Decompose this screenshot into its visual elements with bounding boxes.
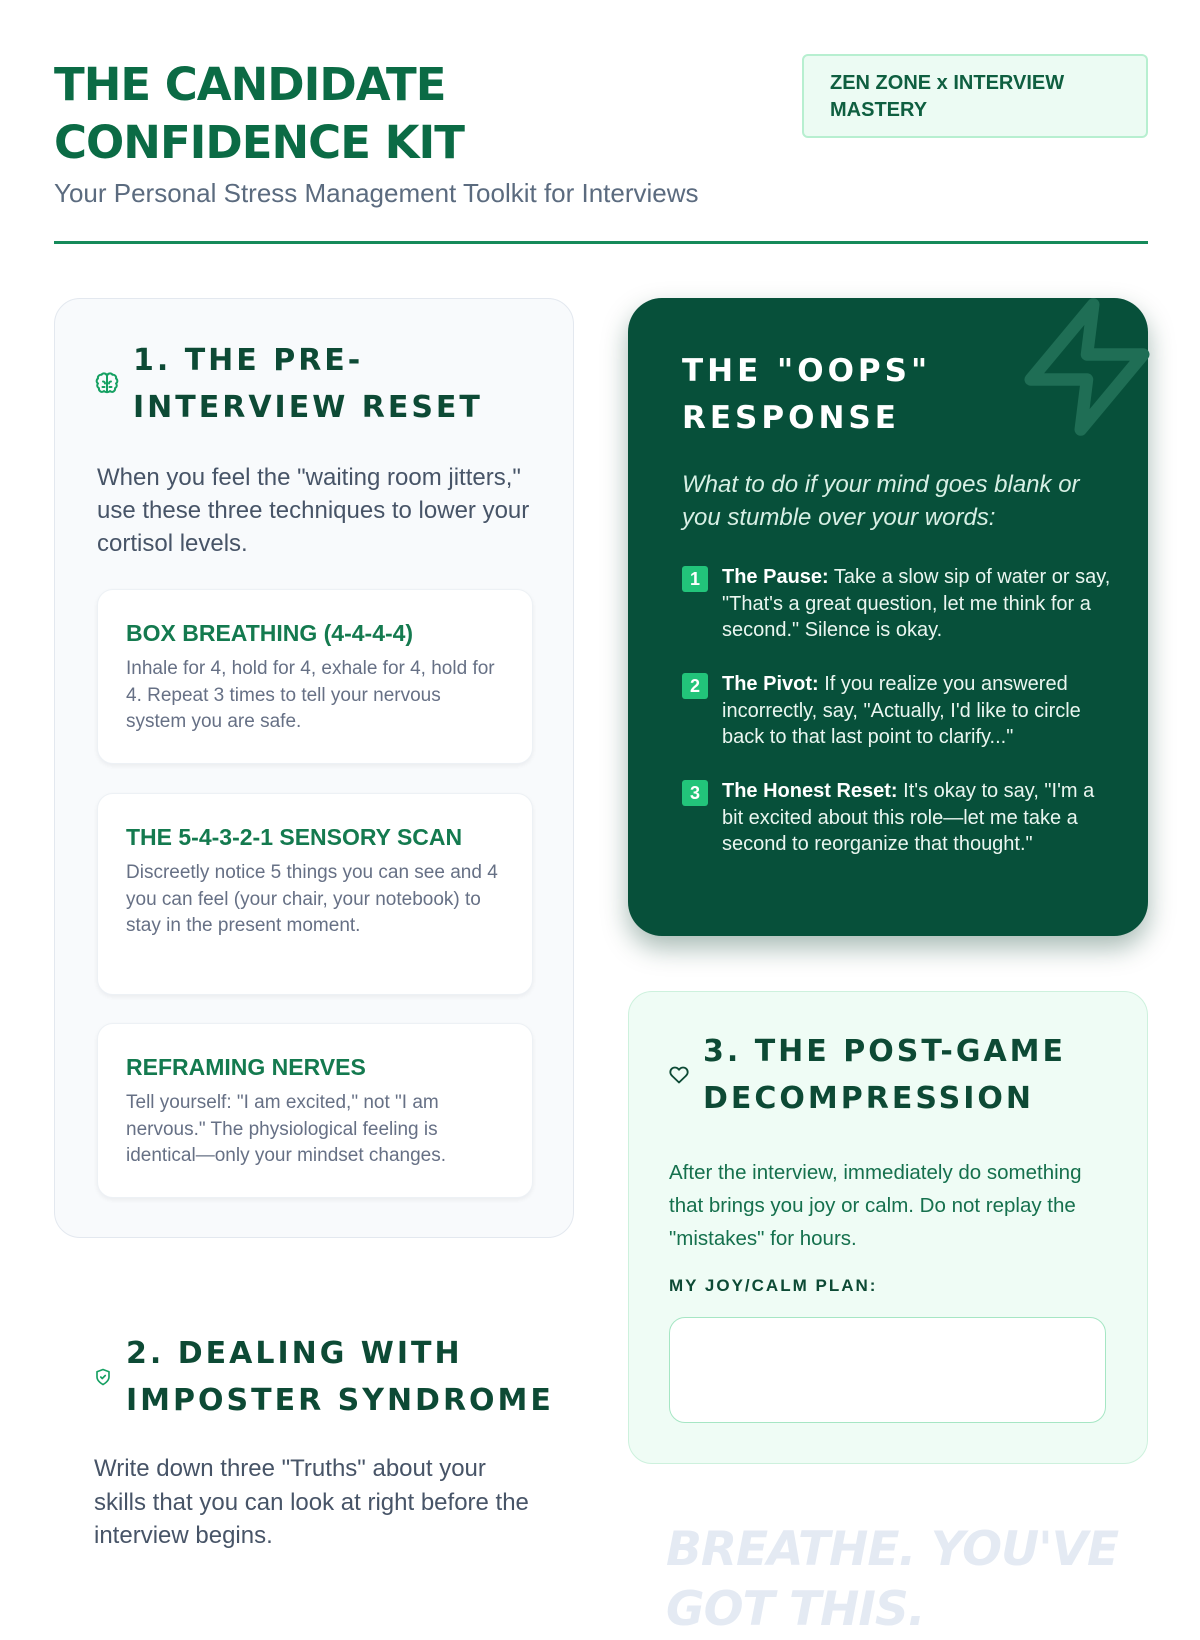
watermark-line1: BREATHE. YOU'VE (666, 1522, 1119, 1577)
step-description: Take a slow sip of water or say, "That's a great question, let me think for a second." Silence is okay. (722, 566, 1111, 642)
step-description: It's okay to say, "I'm a bit excited about this role—let me take a second to reorganize that thought." (722, 780, 1095, 856)
brand-badge (802, 54, 1148, 138)
technique-title: REFRAMING NERVES (126, 1054, 366, 1080)
oops-step (682, 671, 1112, 751)
pre-interview-reset-heading (95, 337, 483, 431)
imposter-syndrome-title-line1: 2. DEALING WITH (126, 1336, 463, 1371)
step-label: The Pivot: (722, 673, 819, 695)
step-text (722, 778, 1112, 858)
step-number-badge: 1 (682, 566, 708, 592)
page-title-line2: CONFIDENCE KIT (54, 116, 464, 169)
post-game-decompression-heading (669, 1028, 1066, 1122)
step-label: The Pause: (722, 566, 829, 588)
technique-body: Discreetly notice 5 things you can see and 4 you can feel (your chair, your notebook) to stay in the present moment. (126, 862, 498, 936)
page-subtitle: Your Personal Stress Management Toolkit for Interviews (54, 178, 699, 208)
step-description: If you realize you answered incorrectly, say, "Actually, I'd like to circle back to that last point to clarify..." (722, 673, 1081, 749)
step-number-badge: 3 (682, 780, 708, 806)
pre-interview-reset-title-line2: INTERVIEW RESET (133, 390, 483, 425)
step-text (722, 671, 1112, 751)
post-game-description: After the interview, immediately do something that brings you joy or calm. Do not replay the "mistakes" for hours. (669, 1161, 1082, 1250)
post-game-decompression-title (703, 1028, 1066, 1122)
brand-badge-line2: MASTERY (830, 99, 928, 121)
pre-interview-reset-title-line1: 1. THE PRE- (133, 343, 364, 378)
post-game-decompression-title-line1: 3. THE POST-GAME (703, 1034, 1067, 1069)
oops-step (682, 778, 1112, 858)
joy-calm-plan-label: MY JOY/CALM PLAN: (669, 1276, 878, 1295)
step-label: The Honest Reset: (722, 780, 898, 802)
oops-response-title-line2: RESPONSE (682, 400, 900, 436)
technique-body: Inhale for 4, hold for 4, exhale for 4, hold for 4. Repeat 3 times to tell your nervous system you are safe. (126, 658, 495, 732)
technique-title: BOX BREATHING (4-4-4-4) (126, 620, 414, 646)
brain-icon (95, 372, 119, 396)
watermark-line2: GOT THIS. (666, 1582, 925, 1637)
oops-response-title-line1: THE "OOPS" (682, 353, 932, 389)
brand-badge-line1: ZEN ZONE x INTERVIEW (830, 72, 1065, 94)
imposter-syndrome-body: Write down three "Truths" about your skills that you can look at right before the interview begins. (94, 1455, 529, 1549)
oops-response-card (628, 298, 1148, 936)
imposter-syndrome-heading (94, 1330, 554, 1424)
technique-title: THE 5-4-3-2-1 SENSORY SCAN (126, 824, 463, 850)
technique-card (97, 793, 533, 995)
pre-interview-reset-title (133, 337, 483, 431)
pre-interview-reset-intro: When you feel the "waiting room jitters," use these three techniques to lower your cortisol levels. (97, 464, 530, 557)
imposter-syndrome-title (126, 1330, 554, 1424)
page-header (54, 56, 1148, 244)
watermark-text (666, 1520, 1186, 1640)
lightning-bolt-icon (1012, 292, 1162, 442)
oops-response-subtitle: What to do if your mind goes blank or you stumble over your words: (682, 471, 1080, 531)
shield-icon (94, 1368, 112, 1386)
step-text (722, 564, 1112, 644)
oops-response-title (682, 348, 931, 442)
technique-card (97, 1023, 533, 1198)
imposter-syndrome-title-line2: IMPOSTER SYNDROME (126, 1383, 554, 1418)
pre-interview-reset-card (54, 298, 574, 1238)
post-game-decompression-title-line2: DECOMPRESSION (703, 1081, 1034, 1116)
joy-calm-plan-input[interactable] (669, 1317, 1106, 1423)
technique-card (97, 589, 533, 764)
oops-step (682, 564, 1112, 644)
page-title-line1: THE CANDIDATE (54, 58, 446, 111)
step-number-badge: 2 (682, 673, 708, 699)
technique-body: Tell yourself: "I am excited," not "I am nervous." The physiological feeling is identical—only your mindset changes. (126, 1092, 447, 1166)
post-game-decompression-card (628, 991, 1148, 1464)
heart-icon (669, 1065, 689, 1085)
